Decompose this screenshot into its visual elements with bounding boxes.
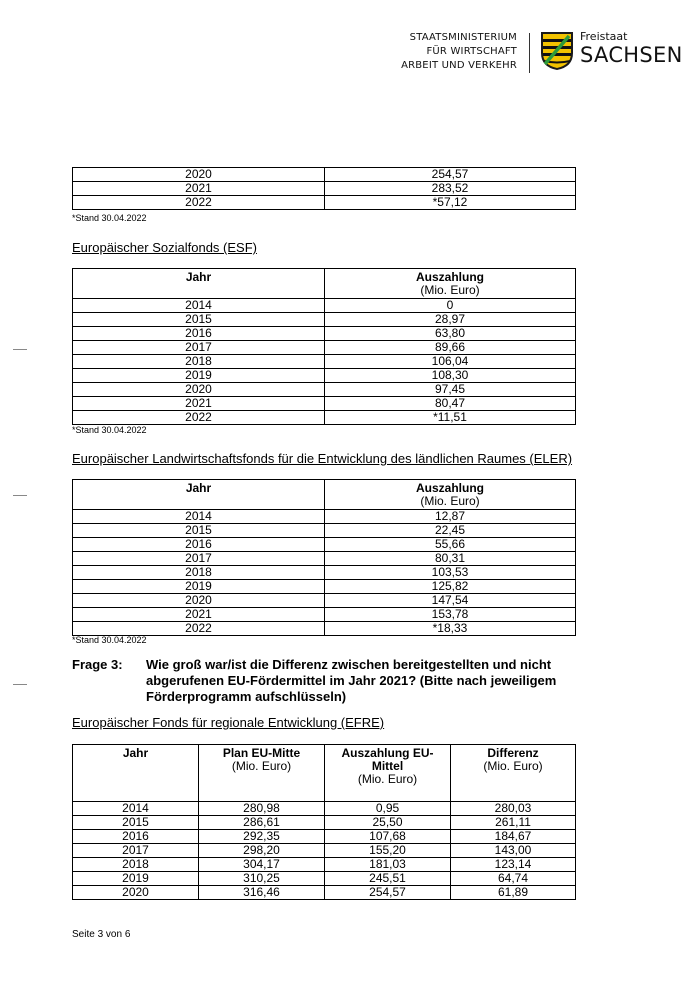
- table-header-row: [73, 745, 576, 802]
- table-cell: 316,46: [199, 886, 325, 900]
- table-cell: 64,74: [451, 872, 576, 886]
- table-cell: 12,87: [325, 510, 576, 524]
- table-cell: *57,12: [325, 196, 576, 210]
- table-cell: 254,57: [325, 886, 451, 900]
- footnote: *Stand 30.04.2022: [72, 213, 147, 223]
- table-cell: 2021: [73, 182, 325, 196]
- table-cell: 103,53: [325, 566, 576, 580]
- table-cell: *11,51: [325, 411, 576, 425]
- column-header-unit: (Mio. Euro): [231, 759, 292, 773]
- footnote: *Stand 30.04.2022: [72, 425, 147, 435]
- section-heading-eler: Europäischer Landwirtschaftsfonds für die Entwicklung des ländlichen Raumes (ELER): [72, 451, 573, 466]
- table-row: [73, 313, 576, 327]
- table-cell: 184,67: [451, 830, 576, 844]
- question-label: Frage 3:: [72, 657, 123, 672]
- table-row: [73, 802, 576, 816]
- table-cell: 2021: [73, 397, 325, 411]
- table-row: [73, 872, 576, 886]
- table-cell: 2017: [73, 844, 199, 858]
- continued-table: [72, 167, 576, 210]
- table-row: [73, 196, 576, 210]
- ministry-line: ARBEIT UND VERKEHR: [401, 60, 517, 71]
- table-row: [73, 341, 576, 355]
- table-cell: 181,03: [325, 858, 451, 872]
- table-row: [73, 858, 576, 872]
- table-cell: 2016: [73, 830, 199, 844]
- table-cell: 2022: [73, 622, 325, 636]
- table-cell: 2020: [73, 383, 325, 397]
- table-row: [73, 355, 576, 369]
- ministry-name: [395, 31, 517, 73]
- eler-table: [72, 479, 576, 636]
- table-cell: 0,95: [325, 802, 451, 816]
- table-row: [73, 830, 576, 844]
- question-text: Wie groß war/ist die Differenz zwischen bereitgestellten und nicht abgerufenen EU-Fördermittel im Jahr 2021? (Bitte nach jeweiligem Förderprogramm aufschlüsseln): [146, 657, 557, 704]
- table-row: [73, 524, 576, 538]
- table-row: [73, 383, 576, 397]
- table-row: [73, 327, 576, 341]
- column-header: [73, 480, 325, 510]
- table-cell: 80,47: [325, 397, 576, 411]
- table-cell: 0: [325, 299, 576, 313]
- column-header: [325, 745, 451, 802]
- table-row: [73, 299, 576, 313]
- table-cell: 89,66: [325, 341, 576, 355]
- table-header-row: [73, 269, 576, 299]
- table-cell: 2019: [73, 580, 325, 594]
- table-cell: 123,14: [451, 858, 576, 872]
- table-row: [73, 608, 576, 622]
- table-cell: 63,80: [325, 327, 576, 341]
- table-cell: 2020: [73, 168, 325, 182]
- margin-mark: [13, 684, 27, 685]
- table-cell: 2019: [73, 872, 199, 886]
- brand-wordmark: [580, 31, 683, 67]
- column-header-plan: Plan EU-Mitte: [222, 746, 301, 760]
- table-header-row: [73, 480, 576, 510]
- table-cell: 292,35: [199, 830, 325, 844]
- table-cell: 245,51: [325, 872, 451, 886]
- table-row: [73, 182, 576, 196]
- table-cell: 147,54: [325, 594, 576, 608]
- table-cell: 304,17: [199, 858, 325, 872]
- table-cell: 2017: [73, 552, 325, 566]
- column-header-year: Jahr: [185, 481, 212, 495]
- column-header-unit: (Mio. Euro): [420, 283, 480, 297]
- table-cell: 2014: [73, 802, 199, 816]
- table-row: [73, 168, 576, 182]
- table-cell: 80,31: [325, 552, 576, 566]
- table-cell: 107,68: [325, 830, 451, 844]
- column-header: [325, 480, 576, 510]
- table-cell: 106,04: [325, 355, 576, 369]
- table-row: [73, 886, 576, 900]
- table-cell: 97,45: [325, 383, 576, 397]
- table-cell: 153,78: [325, 608, 576, 622]
- table-cell: 2016: [73, 327, 325, 341]
- margin-mark: [13, 495, 27, 496]
- esf-table: [72, 268, 576, 425]
- table-cell: 280,03: [451, 802, 576, 816]
- column-header: [199, 745, 325, 802]
- table-cell: 2022: [73, 196, 325, 210]
- table-cell: 310,25: [199, 872, 325, 886]
- table-cell: 2022: [73, 411, 325, 425]
- table-row: [73, 594, 576, 608]
- table-cell: *18,33: [325, 622, 576, 636]
- table-cell: 2021: [73, 608, 325, 622]
- column-header-payment: Auszahlung: [416, 270, 484, 284]
- table-cell: 2015: [73, 816, 199, 830]
- table-cell: 2015: [73, 524, 325, 538]
- table-cell: 55,66: [325, 538, 576, 552]
- footnote: *Stand 30.04.2022: [72, 635, 147, 645]
- table-cell: 2018: [73, 566, 325, 580]
- table-cell: 2014: [73, 299, 325, 313]
- table-cell: 125,82: [325, 580, 576, 594]
- table-cell: 283,52: [325, 182, 576, 196]
- column-header-unit: (Mio. Euro): [483, 759, 543, 773]
- column-header-unit: (Mio. Euro): [357, 772, 418, 786]
- table-row: [73, 566, 576, 580]
- table-cell: 2014: [73, 510, 325, 524]
- column-header-payment: Auszahlung: [416, 481, 484, 495]
- table-row: [73, 510, 576, 524]
- column-header-year: Jahr: [122, 746, 149, 760]
- table-cell: 61,89: [451, 886, 576, 900]
- table-row: [73, 816, 576, 830]
- header-divider: [529, 33, 530, 73]
- table-cell: 155,20: [325, 844, 451, 858]
- table-cell: 28,97: [325, 313, 576, 327]
- table-row: [73, 580, 576, 594]
- table-cell: 2020: [73, 594, 325, 608]
- column-header: [73, 745, 199, 802]
- table-cell: 254,57: [325, 168, 576, 182]
- brand-big: SACHSEN: [580, 43, 683, 67]
- table-cell: 2017: [73, 341, 325, 355]
- column-header: [451, 745, 576, 802]
- table-cell: 2018: [73, 858, 199, 872]
- table-row: [73, 411, 576, 425]
- table-cell: 2016: [73, 538, 325, 552]
- table-cell: 108,30: [325, 369, 576, 383]
- column-header-year: Jahr: [185, 270, 212, 284]
- table-cell: 2020: [73, 886, 199, 900]
- table-row: [73, 844, 576, 858]
- column-header: [73, 269, 325, 299]
- page-number: Seite 3 von 6: [72, 929, 131, 940]
- table-cell: 143,00: [451, 844, 576, 858]
- table-row: [73, 552, 576, 566]
- saxony-coat-of-arms-icon: [540, 31, 574, 71]
- table-cell: 2019: [73, 369, 325, 383]
- table-cell: 2018: [73, 355, 325, 369]
- section-heading-efre: Europäischer Fonds für regionale Entwicklung (EFRE): [72, 715, 385, 730]
- efre-table: [72, 744, 576, 900]
- ministry-line: STAATSMINISTERIUM: [409, 32, 517, 43]
- column-header-payment: Auszahlung EU-Mittel: [341, 746, 434, 773]
- margin-mark: [13, 349, 27, 350]
- section-heading-esf: Europäischer Sozialfonds (ESF): [72, 240, 257, 255]
- table-cell: 2015: [73, 313, 325, 327]
- ministry-line: FÜR WIRTSCHAFT: [426, 46, 517, 57]
- column-header-difference: Differenz: [487, 746, 539, 760]
- column-header: [325, 269, 576, 299]
- table-cell: 22,45: [325, 524, 576, 538]
- table-row: [73, 622, 576, 636]
- table-cell: 298,20: [199, 844, 325, 858]
- table-cell: 25,50: [325, 816, 451, 830]
- table-row: [73, 538, 576, 552]
- table-cell: 286,61: [199, 816, 325, 830]
- column-header-unit: (Mio. Euro): [420, 494, 480, 508]
- table-row: [73, 397, 576, 411]
- table-cell: 280,98: [199, 802, 325, 816]
- table-cell: 261,11: [451, 816, 576, 830]
- brand-small: Freistaat: [580, 30, 628, 43]
- table-row: [73, 369, 576, 383]
